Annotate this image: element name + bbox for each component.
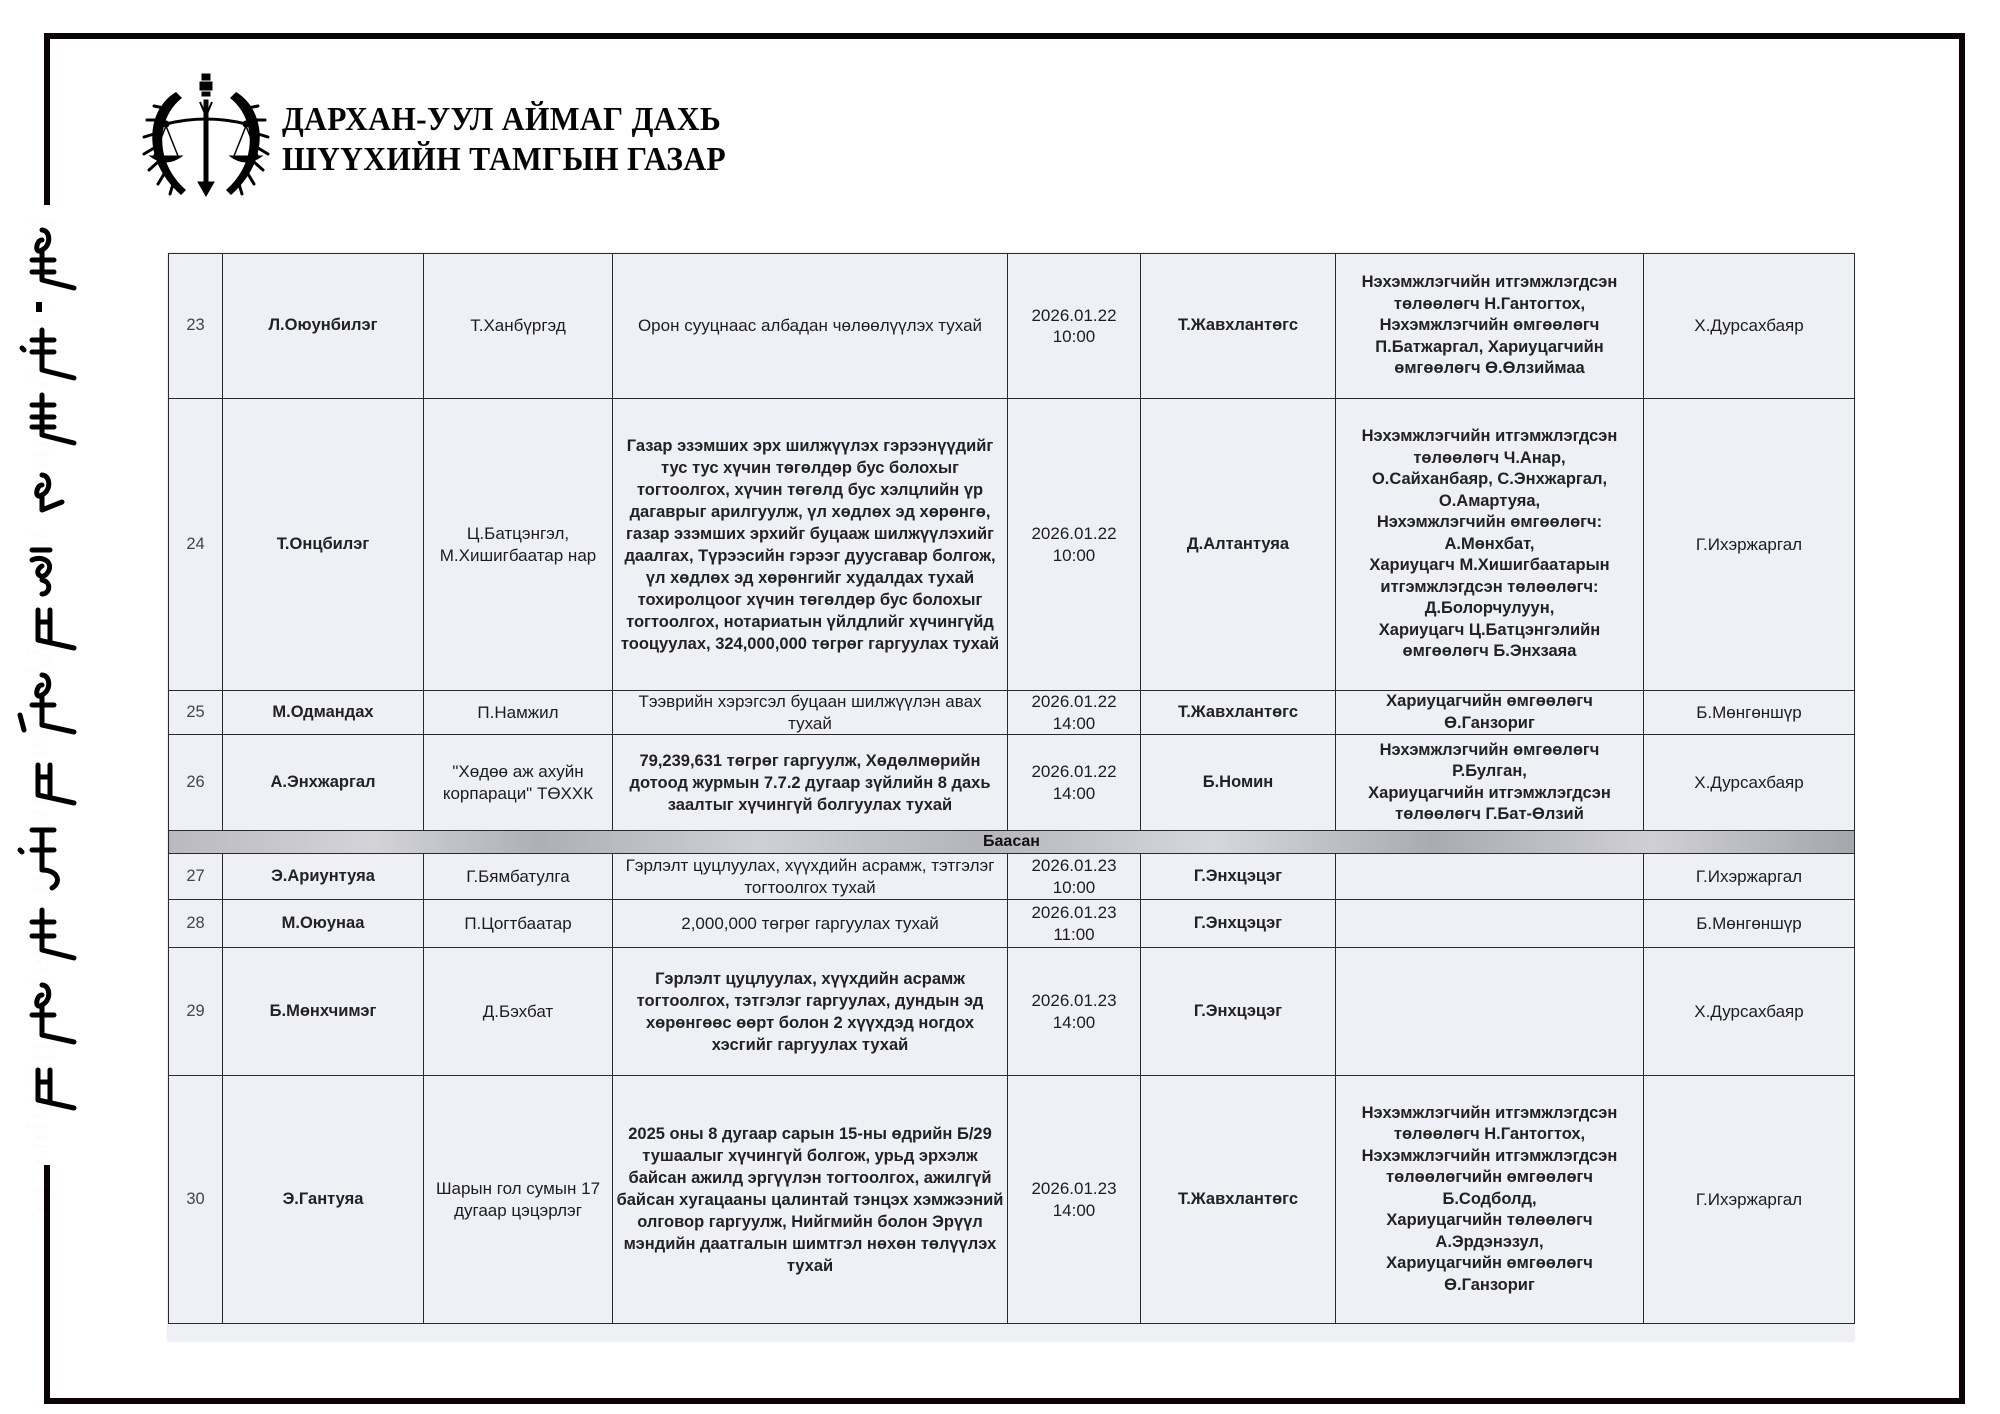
hearing-datetime-lines bbox=[1011, 1178, 1137, 1221]
hearing-time: 14:00 bbox=[1052, 783, 1096, 803]
participant-line: Ө.Ганзориг bbox=[1444, 1275, 1535, 1294]
judge: Т.Жавхлантөгс bbox=[1141, 1076, 1336, 1324]
case-number: 24 bbox=[169, 399, 223, 691]
judge: Т.Жавхлантөгс bbox=[1141, 691, 1336, 735]
participant-line: А.Эрдэнэзул, bbox=[1435, 1232, 1544, 1251]
plaintiff: А.Энхжаргал bbox=[223, 735, 424, 831]
participant-line: өмгөөлөгч Б.Энхзаяа bbox=[1402, 642, 1577, 661]
hearing-time: 10:00 bbox=[1052, 877, 1096, 897]
hearing-datetime-lines bbox=[1011, 523, 1137, 566]
org-title-line-2: ШҮҮХИЙН ТАМГЫН ГАЗАР bbox=[282, 141, 726, 178]
plaintiff: Л.Оюунбилэг bbox=[223, 254, 424, 399]
claim-description: 2025 оны 8 дугаар сарын 15-ны өдрийн Б/29 тушаалыг хүчингүй болгож, урьд эрхэлж байсан ажилд эргүүлэн тогтоолгох, ажилгүй байсан хугацааны цалинтай тэнцэх хэмжээний олговор гаргуулж, Нийгмийн болон Эрүүл мэндийн даатгалын шимтгэл нөхөн төлүүлэх тухай bbox=[613, 1076, 1008, 1324]
court-clerk: Г.Ихэржаргал bbox=[1644, 1076, 1855, 1324]
hearing-time: 10:00 bbox=[1052, 327, 1096, 346]
court-clerk: Х.Дурсахбаяр bbox=[1644, 254, 1855, 399]
hearing-date: 2026.01.22 bbox=[1031, 524, 1117, 543]
judge: Г.Энхцэцэг bbox=[1141, 854, 1336, 900]
day-header-friday: Баасан bbox=[169, 831, 1855, 854]
case-number: 26 bbox=[169, 735, 223, 831]
judge: Д.Алтантуяа bbox=[1141, 399, 1336, 691]
hearing-time: 14:00 bbox=[1052, 713, 1096, 733]
participants-lines bbox=[1339, 272, 1640, 380]
participant-line: төлөөлөгч Ч.Анар, bbox=[1413, 448, 1566, 467]
participant-line: Хариуцагч М.Хишигбаатарын bbox=[1369, 556, 1610, 575]
hearing-time: 11:00 bbox=[1053, 924, 1095, 944]
mongolian-script-text bbox=[22, 215, 62, 1155]
defendant: Ц.Батцэнгэл, М.Хишигбаатар нар bbox=[424, 399, 613, 691]
plaintiff: Э.Ариунтуяа bbox=[223, 854, 424, 900]
plaintiff: М.Одмандах bbox=[223, 691, 424, 735]
court-clerk: Х.Дурсахбаяр bbox=[1644, 735, 1855, 831]
claim-description: Тээврийн хэрэгсэл буцаан шилжүүлэн авах тухай bbox=[613, 691, 1008, 735]
claim-description: Газар эзэмших эрх шилжүүлэх гэрээнүүдийг тус тус хүчин төгөлдөр бус болохыг тогтоолгох, хүчин төгөлд бус хэлцлийн үр дагаврыг арилгуулж, үл хөдлөх эд хөрөнгө, газар эзэмших эрхийг буцааж шилжүүлэхийг даалгах, Түрээсийн гэрээг дуусгавар болгож, үл хөдлөх эд хөрөнгийг худалдах тухай тохиролцоог хүчин төгөлдөр бус болохыг тогтоолгох, нотариатын үйлдлийг хүчингүйд тооцуулах, 324,000,000 төгрөг гаргуулах тухай bbox=[613, 399, 1008, 691]
table-row bbox=[169, 735, 1855, 831]
plaintiff: Б.Мөнхчимэг bbox=[223, 948, 424, 1076]
court-emblem-logo bbox=[136, 70, 276, 205]
participants-lines bbox=[1339, 691, 1640, 734]
hearing-datetime-lines bbox=[1011, 902, 1137, 945]
participants-lines bbox=[1339, 426, 1640, 663]
hearing-datetime-lines bbox=[1011, 855, 1137, 898]
hearing-date: 2026.01.22 bbox=[1031, 305, 1117, 325]
case-number: 23 bbox=[169, 254, 223, 399]
participant-line: Нэхэмжлэгчийн итгэмжлэгдсэн bbox=[1361, 273, 1618, 292]
defendant: Г.Бямбатулга bbox=[424, 854, 613, 900]
participant-line: Нэхэмжлэгчийн итгэмжлэгдсэн bbox=[1361, 427, 1618, 446]
participant-line: төлөөлөгч Н.Гантогтох, bbox=[1393, 1125, 1586, 1144]
court-clerk: Х.Дурсахбаяр bbox=[1644, 948, 1855, 1076]
claim-description: Орон сууцнаас албадан чөлөөлүүлэх тухай bbox=[613, 254, 1008, 399]
hearing-date: 2026.01.22 bbox=[1031, 692, 1117, 711]
organization-title bbox=[282, 100, 726, 180]
hearing-date: 2026.01.23 bbox=[1031, 1179, 1117, 1198]
rows-after-group bbox=[169, 854, 1855, 1324]
participant-line: О.Амартуяа, bbox=[1438, 491, 1541, 510]
participant-line: Нэхэмжлэгчийн өмгөөлөгч bbox=[1379, 316, 1600, 335]
hearing-datetime bbox=[1008, 900, 1141, 948]
hearing-datetime-lines bbox=[1011, 305, 1137, 348]
participant-line: Хариуцагчийн итгэмжлэгдсэн bbox=[1368, 783, 1611, 802]
case-number: 29 bbox=[169, 948, 223, 1076]
case-number: 28 bbox=[169, 900, 223, 948]
participants bbox=[1336, 691, 1644, 735]
claim-description: Гэрлэлт цуцлуулах, хүүхдийн асрамж тогтоолгох, тэтгэлэг гаргуулах, дундын эд хөрөнгөөс өөрт болон 2 хүүхдэд ногдох хэсгийг гаргуулах тухай bbox=[613, 948, 1008, 1076]
court-clerk: Г.Ихэржаргал bbox=[1644, 399, 1855, 691]
participants bbox=[1336, 1076, 1644, 1324]
participant-line: төлөөлөгч Н.Гантогтох, bbox=[1393, 294, 1586, 313]
plaintiff: Т.Онцбилэг bbox=[223, 399, 424, 691]
participants-lines bbox=[1339, 740, 1640, 826]
judge: Г.Энхцэцэг bbox=[1141, 948, 1336, 1076]
participant-line: Хариуцагчийн өмгөөлөгч bbox=[1386, 692, 1593, 710]
participant-line: О.Сайханбаяр, С.Энхжаргал, bbox=[1371, 470, 1608, 489]
day-header-row bbox=[169, 831, 1855, 854]
hearing-datetime bbox=[1008, 1076, 1141, 1324]
court-clerk: Г.Ихэржаргал bbox=[1644, 854, 1855, 900]
court-clerk: Б.Мөнгөншүр bbox=[1644, 691, 1855, 735]
participant-line: Нэхэмжлэгчийн өмгөөлөгч bbox=[1379, 740, 1600, 759]
case-number: 30 bbox=[169, 1076, 223, 1324]
participant-line: Ө.Ганзориг bbox=[1444, 713, 1535, 732]
participants bbox=[1336, 735, 1644, 831]
hearing-datetime bbox=[1008, 948, 1141, 1076]
participant-line: Хариуцагчийн төлөөлөгч bbox=[1386, 1211, 1593, 1230]
day-header-group bbox=[169, 831, 1855, 854]
case-number: 27 bbox=[169, 854, 223, 900]
participants-lines bbox=[1339, 1103, 1640, 1297]
participants bbox=[1336, 254, 1644, 399]
hearing-date: 2026.01.23 bbox=[1031, 991, 1117, 1010]
schedule-grid bbox=[168, 253, 1855, 1324]
table-row bbox=[169, 854, 1855, 900]
hearing-datetime bbox=[1008, 735, 1141, 831]
defendant: "Хөдөө аж ахуйн корпараци" ТӨХХК bbox=[424, 735, 613, 831]
defendant: Д.Бэхбат bbox=[424, 948, 613, 1076]
claim-description: 79,239,631 төгрөг гаргуулж, Хөдөлмөрийн дотоод журмын 7.7.2 дугаар зүйлийн 8 дахь заалтыг хүчингүй болгуулах тухай bbox=[613, 735, 1008, 831]
participant-line: Р.Булган, bbox=[1452, 762, 1527, 780]
participant-line: төлөөлөгч Г.Бат-Өлзий bbox=[1395, 805, 1584, 823]
hearing-datetime bbox=[1008, 399, 1141, 691]
participant-line: Нэхэмжлэгчийн итгэмжлэгдсэн bbox=[1361, 1103, 1618, 1122]
defendant: П.Цогтбаатар bbox=[424, 900, 613, 948]
claim-description: 2,000,000 төгрөг гаргуулах тухай bbox=[613, 900, 1008, 948]
hearing-date: 2026.01.23 bbox=[1031, 903, 1117, 922]
participant-line: Д.Болорчулуун, bbox=[1424, 599, 1555, 618]
plaintiff: М.Оюунаа bbox=[223, 900, 424, 948]
participants bbox=[1336, 854, 1644, 900]
participant-line: Хариуцагч Ц.Батцэнгэлийн bbox=[1378, 620, 1601, 639]
participant-line: итгэмжлэгдсэн төлөөлөгч: bbox=[1380, 577, 1599, 596]
hearing-datetime bbox=[1008, 854, 1141, 900]
hearing-time: 14:00 bbox=[1052, 1200, 1096, 1220]
participant-line: Хариуцагчийн өмгөөлөгч bbox=[1386, 1254, 1593, 1273]
judge: Г.Энхцэцэг bbox=[1141, 900, 1336, 948]
table-row bbox=[169, 691, 1855, 735]
hearing-schedule-table bbox=[168, 253, 1854, 1341]
claim-description: Гэрлэлт цуцлуулах, хүүхдийн асрамж, тэтгэлэг тогтоолгох тухай bbox=[613, 854, 1008, 900]
participants bbox=[1336, 948, 1644, 1076]
judge: Т.Жавхлантөгс bbox=[1141, 254, 1336, 399]
participant-line: төлөөлөгчийн өмгөөлөгч bbox=[1386, 1168, 1593, 1187]
hearing-datetime-lines bbox=[1011, 761, 1137, 804]
plaintiff: Э.Гантуяа bbox=[223, 1076, 424, 1324]
participants bbox=[1336, 399, 1644, 691]
vertical-mongolian-script bbox=[2, 210, 82, 1160]
participants bbox=[1336, 900, 1644, 948]
participant-line: Нэхэмжлэгчийн итгэмжлэгдсэн bbox=[1361, 1146, 1618, 1165]
judge: Б.Номин bbox=[1141, 735, 1336, 831]
hearing-datetime bbox=[1008, 254, 1141, 399]
table-row bbox=[169, 399, 1855, 691]
org-title-line-1: ДАРХАН-УУЛ АЙМАГ ДАХЬ bbox=[282, 101, 722, 138]
table-row bbox=[169, 1076, 1855, 1324]
defendant: Шарын гол сумын 17 дугаар цэцэрлэг bbox=[424, 1076, 613, 1324]
participant-line: Б.Содболд, bbox=[1442, 1189, 1537, 1208]
hearing-datetime-lines bbox=[1011, 691, 1137, 734]
hearing-date: 2026.01.22 bbox=[1031, 762, 1117, 781]
participant-line: П.Батжаргал, Хариуцагчийн bbox=[1375, 337, 1604, 356]
case-number: 25 bbox=[169, 691, 223, 735]
participant-line: өмгөөлөгч Ө.Өлзиймаа bbox=[1394, 359, 1585, 378]
table-row bbox=[169, 900, 1855, 948]
court-clerk: Б.Мөнгөншүр bbox=[1644, 900, 1855, 948]
table-row bbox=[169, 254, 1855, 399]
defendant: Т.Ханбүргэд bbox=[424, 254, 613, 399]
hearing-time: 10:00 bbox=[1052, 545, 1096, 565]
hearing-datetime bbox=[1008, 691, 1141, 735]
scales-of-justice-icon bbox=[136, 70, 276, 205]
hearing-datetime-lines bbox=[1011, 990, 1137, 1033]
table-row bbox=[169, 948, 1855, 1076]
rows-before-group bbox=[169, 254, 1855, 831]
participant-line: Нэхэмжлэгчийн өмгөөлөгч: bbox=[1376, 513, 1603, 532]
participant-line: А.Мөнхбат, bbox=[1444, 534, 1535, 553]
hearing-time: 14:00 bbox=[1052, 1012, 1096, 1032]
hearing-date: 2026.01.23 bbox=[1031, 856, 1117, 875]
defendant: П.Намжил bbox=[424, 691, 613, 735]
